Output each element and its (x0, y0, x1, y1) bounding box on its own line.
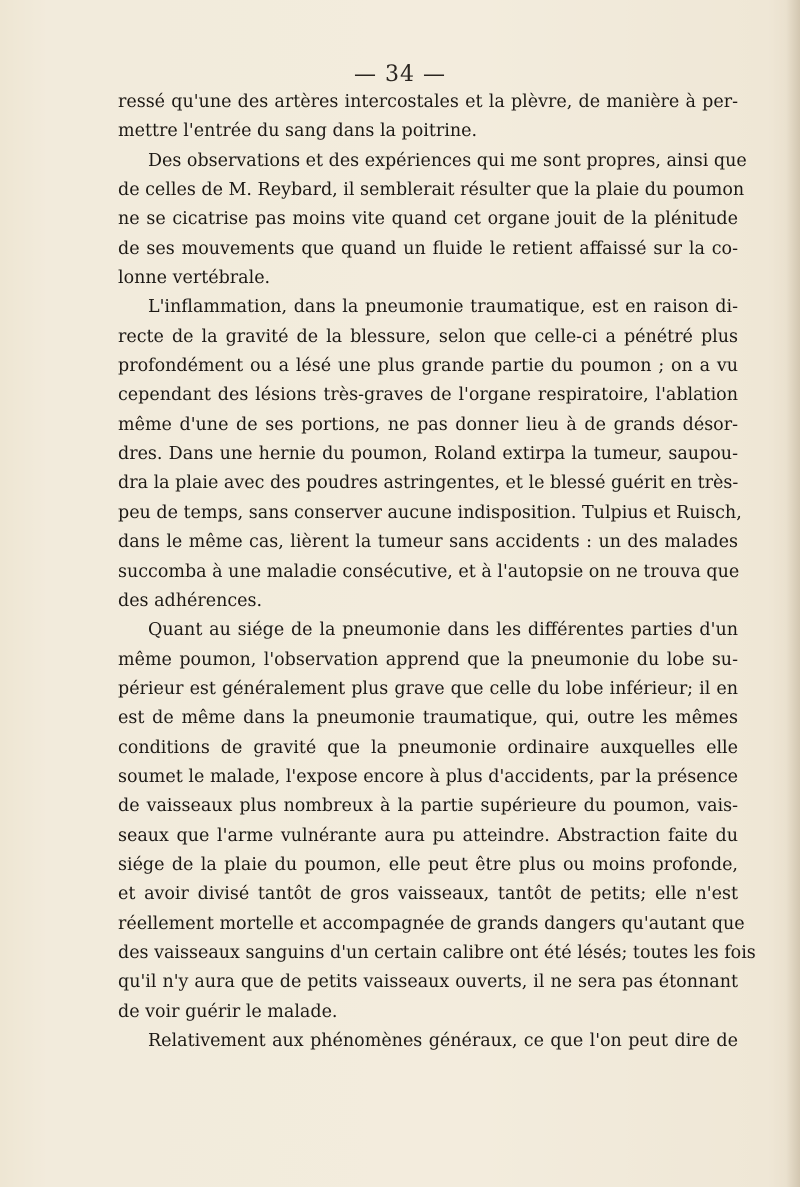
text-line: siége de la plaie du poumon, elle peut être plus ou moins profonde, (118, 854, 738, 875)
text-line: et avoir divisé tantôt de gros vaisseaux, tantôt de petits; elle n'est (118, 884, 738, 905)
text-line: conditions de gravité que la pneumonie ordinaire auxquelles elle (118, 737, 738, 758)
text-line: dra la plaie avec des poudres astringentes, et le blessé guérit en très- (118, 473, 739, 494)
text-line: mettre l'entrée du sang dans la poitrine. (118, 121, 478, 142)
text-line: lonne vertébrale. (118, 268, 271, 289)
text-line: ressé qu'une des artères intercostales et la plèvre, de manière à per- (118, 92, 738, 112)
text-line: Des observations et des expériences qui me sont propres, ainsi que (148, 150, 747, 171)
text-line: des vaisseaux sanguins d'un certain calibre ont été lésés; toutes les fois (118, 942, 756, 963)
text-line: soumet le malade, l'expose encore à plus d'accidents, par la présence (118, 766, 738, 787)
text-line: des adhérences. (118, 590, 263, 611)
text-line: même poumon, l'observation apprend que la pneumonie du lobe su- (118, 649, 738, 670)
text-line: de celles de M. Reybard, il semblerait résulter que la plaie du poumon (118, 180, 745, 201)
text-line: réellement mortelle et accompagnée de grands dangers qu'autant que (118, 913, 745, 934)
text-line: de ses mouvements que quand un fluide le retient affaissé sur la co- (118, 238, 738, 259)
page-edge-shadow (786, 0, 800, 1187)
text-line: L'inflammation, dans la pneumonie traumatique, est en raison di- (148, 297, 738, 318)
text-line: recte de la gravité de la blessure, selon que celle-ci a pénétré plus (118, 326, 738, 347)
page-number: — 34 — (354, 62, 446, 87)
text-line: peu de temps, sans conserver aucune indisposition. Tulpius et Ruisch, (118, 502, 742, 523)
text-line: même d'une de ses portions, ne pas donner lieu à de grands désor- (118, 414, 738, 435)
text-line: profondément ou a lésé une plus grande partie du poumon ; on a vu (118, 356, 738, 377)
text-line: succomba à une maladie consécutive, et à l'autopsie on ne trouva que (118, 561, 740, 582)
text-line: Quant au siége de la pneumonie dans les différentes parties d'un (148, 620, 738, 641)
text-line: est de même dans la pneumonie traumatique, qui, outre les mêmes (118, 708, 738, 729)
text-line: de voir guérir le malade. (118, 1001, 338, 1022)
text-line: seaux que l'arme vulnérante aura pu atteindre. Abstraction faite du (118, 825, 738, 846)
text-line: ne se cicatrise pas moins vite quand cet organe jouit de la plénitude (118, 209, 738, 230)
text-line: dans le même cas, lièrent la tumeur sans accidents : un des malades (118, 532, 738, 553)
text-line: cependant des lésions très-graves de l'organe respiratoire, l'ablation (118, 385, 738, 406)
text-line: de vaisseaux plus nombreux à la partie supérieure du poumon, vais- (118, 796, 738, 817)
text-line: dres. Dans une hernie du poumon, Roland extirpa la tumeur, saupou- (118, 444, 738, 465)
text-line: périeur est généralement plus grave que celle du lobe inférieur; il en (118, 678, 738, 699)
text-line: qu'il n'y aura que de petits vaisseaux ouverts, il ne sera pas étonnant (118, 972, 738, 993)
text-line: Relativement aux phénomènes généraux, ce que l'on peut dire de (148, 1031, 738, 1051)
body-text (118, 88, 756, 1056)
